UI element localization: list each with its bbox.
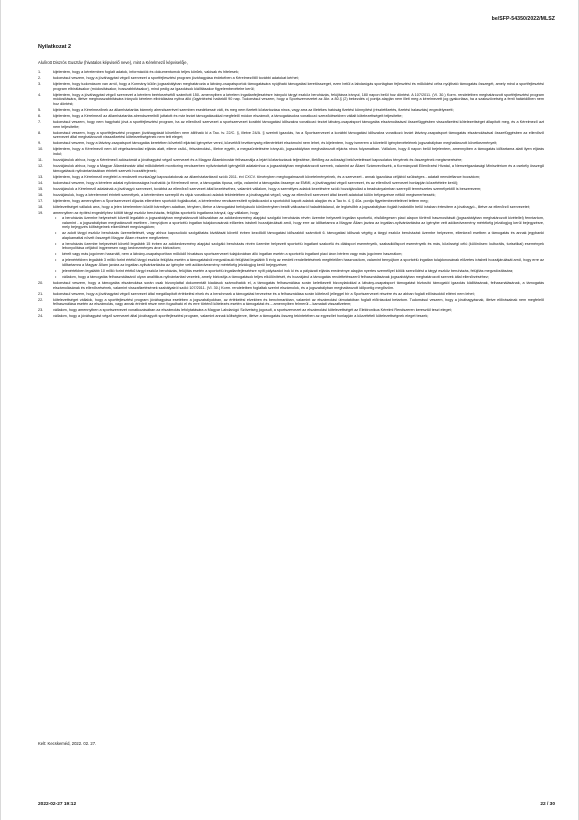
list-item: [38, 158, 544, 163]
list-item: [38, 76, 544, 81]
list-item: [38, 298, 544, 307]
sub-list-item: [53, 242, 544, 251]
list-item: [38, 187, 544, 192]
sub-item-text: kérelt vagy más jogcímen használt, nem a látvány-csapatsportban működő hivatásos sportszervezet tulajdonában álló ingatlan esetén a sportcélú ingatlant piaci áron bérlem vagy más jogcímen használom;: [62, 252, 403, 257]
list-item: [38, 308, 544, 313]
intro-text: Alulírott Diszrós Gusztáv (hivatalos képviselő neve), mint a Kérelmező képviselője,: [38, 60, 188, 65]
list-item: [38, 82, 544, 91]
sub-item-text: jelenértékben legalább 10 millió forint értékű tárgyi eszköz beruházás, felújítás esetén a sportcélú ingatlanfejlesztésre nyílt pályázatot írok ki és a pályázati eljárás eredménye alapján nyertes személlyel kötök szerződést a tárgyi eszköz beruházás, felújítás megvalósítására;: [62, 269, 514, 274]
bullet-icon: •: [55, 275, 57, 280]
item-text: kötelezettséget vállalok arra, hogy a jelen kérelemben közölt bármilyen adatban, tényben, illetve a támogatást befolyásoló körülményben beállt változásról haladéktalanul, de legkésőbb a jogszabályban foglalt határidőn belül írásban értesítem a jóváhagyó-, illetve az ellenőrző szervezetet;: [53, 204, 530, 209]
list-item: [38, 281, 544, 290]
list-item: [38, 292, 544, 297]
document-id: be/SFP-54350/2022/MLSZ: [491, 16, 555, 22]
item-number: 14.: [38, 180, 44, 185]
list-item: [38, 199, 544, 204]
item-text: tudomásul veszem, hogy a sportfejlesztési program jóváhagyását követően nem állítható ki a Tao. tv. 22/C. §, illetve 24/A. § szerinti igazolás, ha a Sportszervezet a korábbi támogatási időszakra vonatkozó lezárt látvány-csapatsport támogatás elszámolásával összefüggésben az ellenőrző szervezet által meghatározott visszafizetési kötelezettségének nem tett eleget;: [53, 130, 544, 140]
sub-item-text: a beruházás üzembe helyezését követő legalább 15 évben az adókedvezmény alapjául szolgáló beruházás révén üzembe helyezett sportcélú ingatlant szakcélú és diákspori eseményeik, szabadidősport eseményeik és más, közösségi célú (különösen: kulturális, turisztikai) események lebonyolítása céljából ingyenesen vagy kedvezményes áron biztosítom;: [62, 241, 544, 251]
item-number: 6.: [38, 113, 42, 118]
list-item: [38, 175, 544, 180]
sub-list-item: [53, 269, 544, 274]
item-number: 11.: [38, 157, 43, 162]
sub-item-text: az adott tárgyi eszköz beruházás üzemeltetését, vagy ahhoz kapcsolódó szolgáltatás kiváltását követő évben kezdődő támogatási időszaktól számított 6. támogatási időszak végéig a tárgyi eszköz beruházást üzembe helyezem, ellenkező esetben a támogatás és annak jegybanki alapkamattal növelt összegét Magyar Állam részére megfizetem;: [62, 231, 544, 240]
item-text: kijelentem, hogy amennyiben a Sportszervezet díjazás ellenében sportolót foglalkoztat, a kérelemhez rendszeresített nyilatkozatot a sportolótól kapott adatok alapján és a Tao tv. 4. § 40a. pontja figyelembevételével tettem meg;: [53, 198, 429, 203]
bullet-icon: •: [55, 241, 57, 246]
sub-item-text: a beruházás üzembe helyezését követő legalább a jogszabályban meghatározott időszakban az adókedvezmény alapjául szolgáló beruházás révén üzembe helyezett ingatlan sportcélú, elsődlegesen piaci alapon történő hasznosítását (jogszabályban meghatározott kivétellel) fenntartom, valamint - a jogszabályban meghatározott esetben - benyújtom a sportcélú ingatlan tulajdonosának előzetes írásbeli hozzájárulását arról, hogy erre az időtartamra a Magyar Állam javára az ingatlan-nyilvántartásba az igénybe vett adókedvezmény mértékéig jelzálogjog kerül bejegyzésre, mely bejegyzés költségeinek elkerülését megvizsgálom;: [62, 215, 544, 230]
item-text: kijelentem, hogy a Kérelmező az államháztartás alrendszereiből juttatott és már lezárt támogatásokkal megfelelő módon elszámolt, a támogatásokra vonatkozó szerződésekben vállalt kötelezettségeit teljesítette;: [53, 113, 403, 118]
declaration-list: [38, 70, 544, 320]
item-text: kijelentem, hogy a Kérelmezőnek az államháztartás bármely alrendszerével szemben esedékessé vált, és meg nem fizetett köztartozása nincs, vagy arra az illetékes hatóság fizetési könnyítést (részletfizetés, fizetési halasztás) engedélyezett;: [53, 107, 454, 112]
sub-list: [53, 216, 544, 280]
item-text: amennyiben az építési engedélyhez kötött tárgyi eszköz beruházás, felújítás sportcélú ingatlanra irányul, úgy vállalom, hogy: [53, 210, 259, 215]
sub-list-item: [53, 275, 544, 280]
bullet-icon: •: [55, 269, 57, 274]
list-item: [38, 147, 544, 156]
item-number: 13.: [38, 174, 44, 179]
item-text: tudomásul veszem, hogy a látvány-csapatsport támogatás keretében követelő eljárást igényelve venni, közvetítői tevékenység ellenértékét elszámolni nem lehet, és kijelentem, hogy ismerem a követelő igénybevételének jogszabályban meghatározott következményeit;: [53, 141, 498, 146]
item-text: kijelentem, hogy tudomásom van arról, hogy a Kormány külön jogszabályban meghatározta a látvány-csapatsportok támogatására nyújtható támogatási keretösszeget, ezen belül a labdarúgás sportágban fejlesztési és működési célra nyújtható támogatás összegét, amely mind a sportfejlesztési program elbírálásakor (módosításakor, hosszabbításakor), mind pedig az igazolások kiállításakor figyelembevételre kerül;: [53, 82, 544, 91]
bullet-icon: •: [55, 252, 57, 257]
item-number: 17.: [38, 198, 44, 203]
item-text: hozzájárulok ahhoz, hogy a Kérelmező adószámát a jóváhagyást végző szervezet és a Magyar Államkincstár felhasználja a lejárt köztartozások teljesítése, illetőleg az adóssági beköveteléssel kapcsolatos tényének és összegének megismerésére;: [53, 157, 463, 162]
item-number: 18.: [38, 204, 44, 209]
item-number: 22.: [38, 297, 44, 302]
list-item: [38, 108, 544, 113]
item-number: 12.: [38, 163, 44, 168]
bullet-icon: •: [55, 231, 57, 236]
item-number: 1.: [38, 70, 42, 74]
item-number: 8.: [38, 130, 42, 135]
item-number: 2.: [38, 76, 42, 81]
list-item: [38, 93, 544, 107]
item-text: tudomásul veszem, hogy a kérelem adatai nyilvánosságra hozhatók (a Kérelmező neve, a támogatás típusa, célja, valamint a támogatás összege az EMMI, a jóváhagyást végző szervezet, és az ellenőrző szervezet honlapján közzétételre kerül);: [53, 180, 459, 185]
item-number: 4.: [38, 92, 42, 97]
list-item: [38, 314, 544, 319]
item-text: tudomásul veszem, hogy a támogatás elszámolása során csak bizonylattal dokumentált kiadások számolhatók el, a támogatás felhasználása során keletkezett bizonylatokkal a látvány-csapatsport támogatást biztosító támogatói igazolás kiállításának, felhasználásának, a támogatás elszámolásának és ellenőrzésének, valamint visszafizetésének szabályairól szóló 107/2011. (VI. 30.) Korm. rendeletben foglaltak szerint elszámolok, és a jogszabályban meghatározott időpontig megőrzöm.: [53, 281, 544, 290]
item-number: 21.: [38, 291, 44, 296]
page-number: 22 / 30: [540, 802, 555, 807]
page-title: Nyilatkozat 2: [38, 44, 71, 50]
place-date: Kelt: Kecskeméd, 2022. 02. 27.: [38, 741, 97, 746]
sub-list-item: [53, 258, 544, 267]
item-number: 24.: [38, 314, 44, 319]
item-text: hozzájárulok, hogy a kérelemmel érintett személyek, a kérelemben szereplő és rájuk vonatkozó adatok tekintetében a jóváhagyást végző, vagy az ellenőrző szervezet által kezelt adatokat külön bélyegzésre nélkül megismerhessék;: [53, 192, 436, 197]
sub-list-item: [53, 252, 544, 257]
item-text: tudomásul veszem, hogy nem hagyható jóvá a sportfejlesztési program, ha az ellenőrző szervezet a sportszervezet korábbi támogatási időszakra vonatkozó tezárt látvány-csapatsport támogatás elszámolásával összefüggésben visszafizetési kötelezettséget állapított meg, és a Kérelmező azt nem teljesítette;: [53, 119, 544, 129]
item-text: kijelentem, hogy a jóváhagyást végző szervezet a kérelem beérkezésétől számított 150- amennyiben a kérelem ingatlanfejlesztésre irányuló tárgyi eszköz beruházás, felújításra irányul, 180 napon belül hoz döntést. A 107/2011. (VI. 30.) Korm. rendeletben meghatározott sportfejlesztési program módosítására, illetve meghosszabbítására irányuló kérelem elbírálására nyitva álló (ügyintézési határidő 90 nap. Tudomásul veszem, hogy a Sportszervezetet az Ákr. a 80.§ (2) bekezdés c) pontja alapján nem illeti meg a kérelmezett jog gyakorlása, ha a szakszövetség a fenti határidőben nem hoz döntést;: [53, 92, 544, 106]
sub-item-text: vállalom, hogy a támogatás felhasználásáról olyan analitikus nyilvántartást vezetek, amely biztosítja a támogatások teljes elkülönítését, és hozzájárul a támogatás rendeltetésszerű felhasználásának jogszabályban meghatározott szervek által ellenőrzéséhez;: [62, 275, 489, 280]
list-item: [38, 181, 544, 186]
list-item: [38, 141, 544, 146]
list-item: [38, 205, 544, 210]
item-text: kijelentem, hogy a Kérelmező nem áll végelszámolási eljárás alatt, ellene csőd-, felszámolási-, illetve egyéb, a megszüntetésére irányuló, jogszabályban meghatározott eljárás nincs folyamatban. Vállalom, hogy 8 napon belül bejelentem, amennyiben a támogatás időtartama alatt ilyen eljárás indul;: [53, 147, 544, 156]
list-item: [38, 193, 544, 198]
sub-item-text: a jelenértékben legalább 3 millió forint értékű tárgyi eszköz felújítás esetén a támogatásból megvalósuló felújítást legalább 5 évig az eredeti rendeltetésének megfelelően hasznosítom, valamint benyújtom a sportcélú ingatlan tulajdonosának előzetes írásbeli hozzájárulását arról, hogy erre az időtartamra a Magyar Állam javára az ingatlan-nyilvántartásba az igénybe vett adókedvezmény mértékéig jelzálogjog kerül bejegyzésre;: [62, 258, 544, 267]
item-number: 23.: [38, 308, 44, 313]
item-number: 19.: [38, 210, 44, 215]
item-text: kijelentem, hogy a kérelemben foglalt adatok, információk és dokumentumok teljes körűek, valósak és hitelesek;: [53, 70, 239, 74]
list-item: [38, 70, 544, 75]
item-number: 15.: [38, 186, 44, 191]
sub-list-item: [53, 231, 544, 240]
list-item: [38, 164, 544, 173]
item-text: vállalom, hogy amennyiben a sportszervezet vonatkozásában az elszámolás lefolytatására a Magyar Labdarúgó Szövetség jogosult, a sportszervezet az elszámolási kötelezettségét az Elektronikus Kérelmi Rendszeren keresztül teszi eleget;: [53, 308, 452, 313]
footer-timestamp: 2022-02-27 19:12: [38, 802, 77, 807]
item-text: hozzájárulok a Kérelmező adatainak a jóváhagyó szervezet, továbbá az ellenőrző szervezet által kezeléséhez, valamint vállalom, hogy a személyes adatok kezelésére szóló hozzájárulást a beadványaimban szereplő természetes személyektől is beszerezem;: [53, 186, 482, 191]
item-text: tudomásul veszem, hogy a jóváhagyást végző szervezet által megállapított értékelési elvek és a benchmark a támogatási tervezése és a felhasználása során kötelező jelleggel bír a Sportszervezet részére és az abban foglalt előírásoktól eltérni nem lehet;: [53, 291, 475, 296]
list-item: [38, 131, 544, 140]
item-text: hozzájárulok ahhoz, hogy a Magyar Államkincstár által működtetett monitoring rendszerben nyilvántartott igényjelölt adataimhoz a jogszabályban meghatározott szervek, valamint az Állami Számvevőszék, a Kormányzati Ellenőrzési Hivatal, a Nemzetgazdasági Minisztérium és a csekély összegű támogatások nyilvántartásában érintett szervek hozzáférjenek;: [53, 163, 544, 173]
list-item: [38, 114, 544, 119]
sub-list-item: [53, 216, 544, 230]
item-text: vállalom, hogy a jóváhagyást végző szervezet által jóváhagyott sportfejlesztési program, valamint annak költségterve, illetve a támogatás összeg tekintetében az egyezőet honlapján a közzétételi kötelezettségnek eleget teszek;: [53, 314, 429, 319]
item-number: 16.: [38, 192, 44, 197]
item-text: kijelentem, hogy a Kérelmező megfelel a rendezett munkaügyi kapcsolatoknak az államháztartásról szóló 2011. évi CXCV. törvényben meghogalmazott követelményeinek, és a szervezet - annak igazolása céljából szükséges - adatait nemdefiance bocsátom;: [53, 174, 480, 179]
item-number: 20.: [38, 281, 44, 286]
item-number: 5.: [38, 107, 42, 112]
item-text: tudomásul veszem, hogy a jóváhagyást végző szervezet a sportfejlesztési program jóváhagyása érdekében a Kérelmezőtől további adatokat kérhet;: [53, 76, 299, 81]
item-number: 10.: [38, 147, 44, 152]
item-text: kötelezettséget vállalok, hogy a sportfejlesztési program jóváhagyása esetében a jogszabályokban, az értékelési elvekben és benchmarkban, valamint az elszámolási útmutatóban foglalt előírásokat betartom. Tudomásul veszem, hogy a jóváhagyásnak, illetve előírásainak nem megfelelő felhasználása esetén az elszámolás, vagy annak érintett része nem fogadható el és erre történő kötelezés esetén a támogatást és – amennyiben felmerül – kamatait visszafizetem;: [53, 297, 544, 307]
item-number: 3.: [38, 82, 42, 87]
bullet-icon: •: [55, 215, 57, 220]
list-item: [38, 211, 544, 280]
bullet-icon: •: [55, 258, 57, 263]
list-item: [38, 120, 544, 129]
item-number: 9.: [38, 141, 42, 146]
item-number: 7.: [38, 119, 42, 124]
